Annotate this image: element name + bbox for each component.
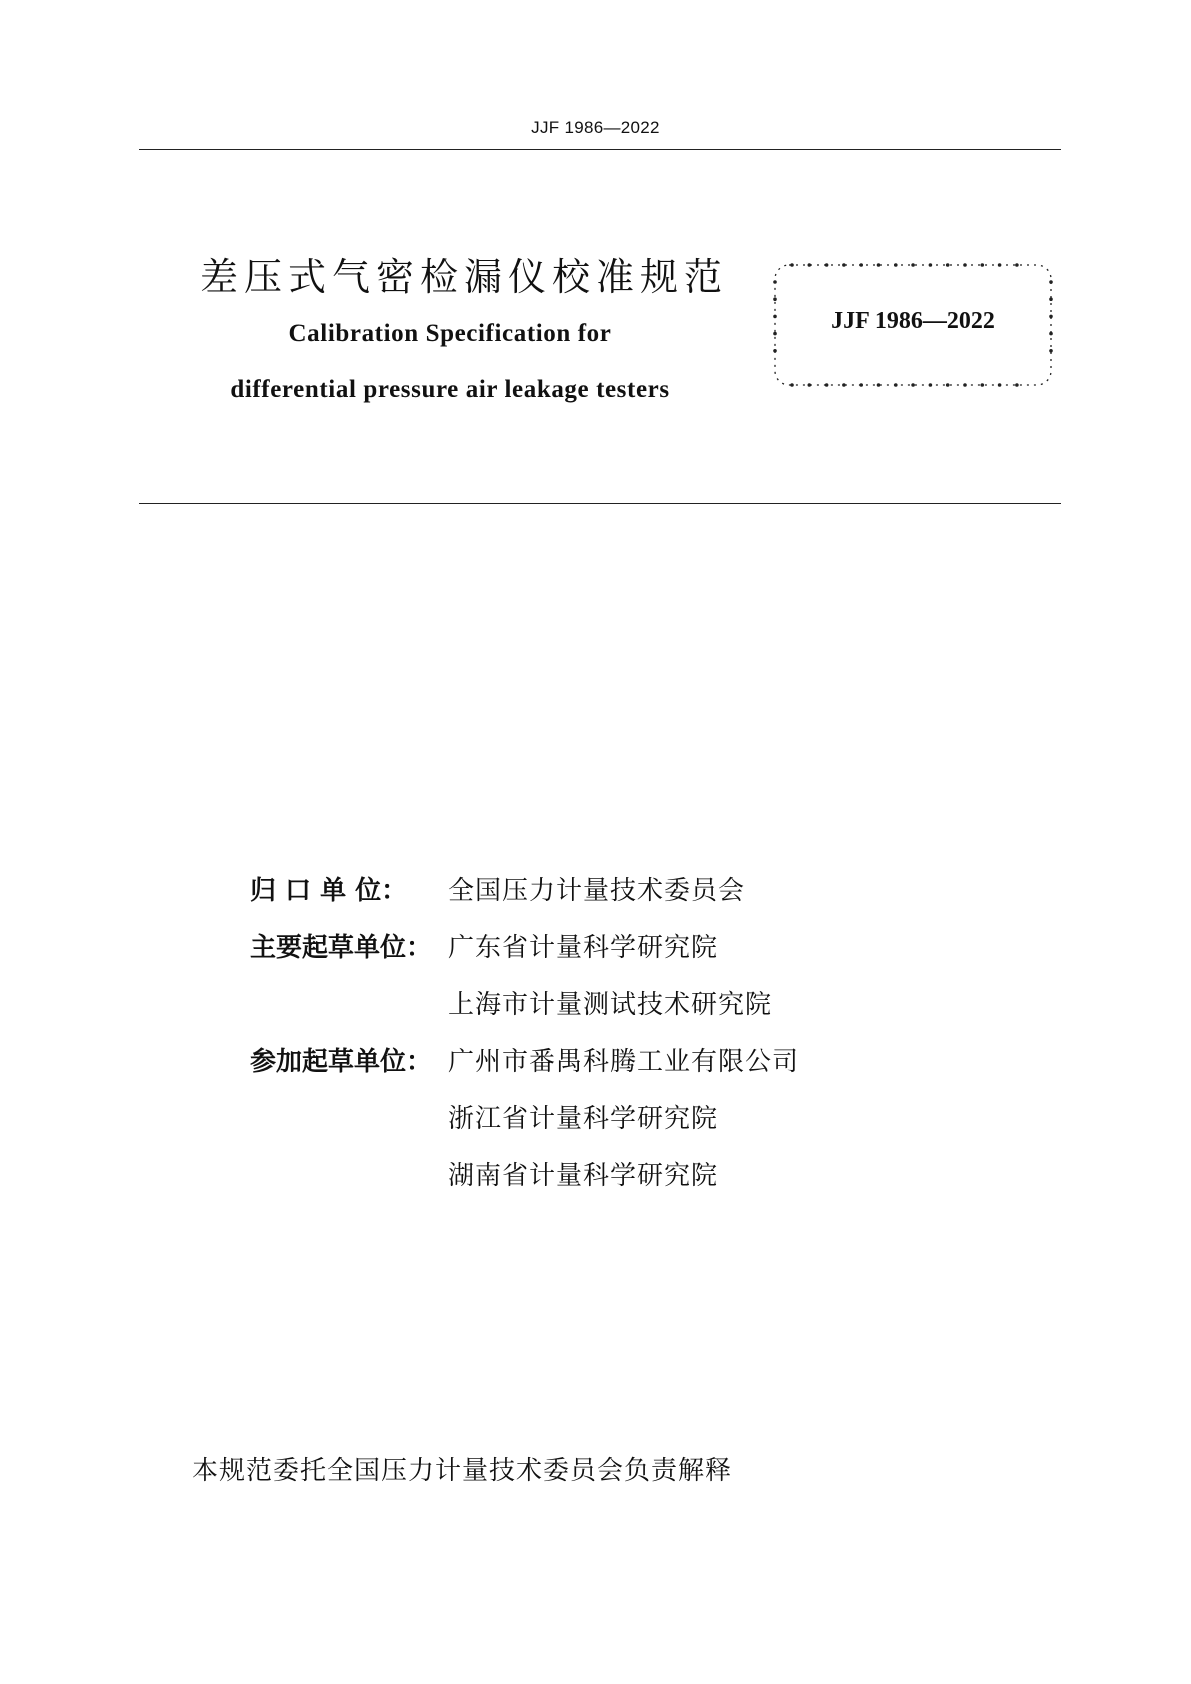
participating-drafter-value-2: 浙江省计量科学研究院: [448, 1103, 719, 1134]
bottom-divider: [139, 503, 1061, 504]
standard-code-badge: [772, 262, 1054, 388]
title-chinese: 差压式气密检漏仪校准规范: [200, 255, 729, 299]
main-drafter-value-2: 上海市计量测试技术研究院: [448, 989, 773, 1020]
participating-drafter-value-3: 湖南省计量科学研究院: [448, 1160, 719, 1191]
title-english-line-1: Calibration Specification for: [288, 320, 612, 347]
main-drafter-label: 主要起草单位：: [250, 932, 433, 963]
main-drafter-row: [250, 925, 718, 965]
responsible-unit-value: 全国压力计量技术委员会: [448, 875, 746, 906]
participating-drafter-label: 参加起草单位：: [250, 1046, 433, 1077]
participating-drafter-value-1: 广州市番禺科腾工业有限公司: [448, 1046, 800, 1077]
main-drafter-value-1: 广东省计量科学研究院: [448, 932, 719, 963]
responsible-unit-label: 归 口 单 位：: [250, 875, 408, 906]
participating-drafter-row: [250, 1039, 799, 1079]
title-english-line-2: differential pressure air leakage testers: [230, 376, 670, 403]
header-standard-code: JJF 1986—2022: [531, 118, 660, 137]
top-divider: [139, 149, 1061, 150]
badge-code-text: JJF 1986—2022: [831, 307, 995, 334]
responsible-unit-row: [250, 868, 745, 908]
interpretation-note: 本规范委托全国压力计量技术委员会负责解释: [192, 1456, 733, 1486]
